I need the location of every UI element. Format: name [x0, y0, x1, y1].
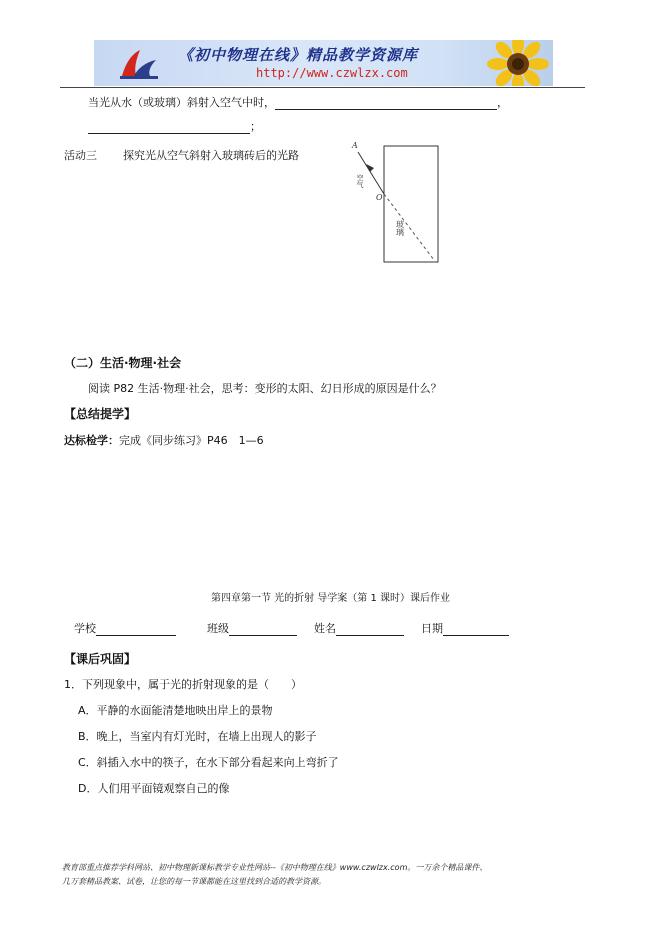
option-c[interactable]: C．斜插入水中的筷子，在水下部分看起来向上弯折了: [78, 756, 339, 769]
glass-block-diagram: [346, 138, 446, 266]
section2-text: 阅读 P82 生活·物理·社会，思考：变形的太阳、幻日形成的原因是什么？: [88, 382, 442, 395]
footer-line1: 教育部重点推荐学科网站、初中物理新课标教学专业性网站--《初中物理在线》www.czwlzx.com。一万余个精品课件、: [62, 863, 488, 872]
activity3-label: 活动三: [64, 149, 97, 162]
student-info-row: [74, 620, 509, 636]
activity3-text: 探究光从空气斜射入玻璃砖后的光路: [123, 149, 299, 162]
dashed-extension: [384, 194, 434, 260]
date-field[interactable]: [443, 623, 509, 636]
option-b[interactable]: B．晚上，当室内有灯光时，在墙上出现人的影子: [78, 730, 317, 743]
question-1: 1．下列现象中，属于光的折射现象的是（ ）: [64, 678, 302, 691]
refraction-question-line2: [88, 118, 261, 134]
point-a-label: A: [352, 141, 358, 150]
answer-blank-2[interactable]: [88, 121, 250, 134]
line1-punctuation: ，: [497, 96, 508, 109]
date-label: 日期: [421, 622, 443, 635]
homework-title: 第四章第一节 光的折射 导学案（第 1 课时）课后作业: [210, 593, 451, 604]
ray-arrow-icon: [366, 164, 374, 172]
consolidate-title: 【课后巩固】: [64, 652, 137, 666]
line2-punctuation: ；: [250, 120, 261, 133]
header-banner: [94, 40, 553, 86]
glass-label: 玻璃: [395, 220, 405, 236]
class-label: 班级: [207, 622, 229, 635]
school-label: 学校: [74, 622, 96, 635]
refraction-question-text: 当光从水（或玻璃）斜射入空气中时，: [88, 96, 275, 109]
refraction-question-line1: [88, 94, 508, 110]
check-text: 完成《同步练习》P46 1—6: [119, 434, 264, 447]
activity3-heading: [64, 147, 299, 163]
summary-title: 【总结提学】: [64, 407, 137, 421]
banner-title: 《初中物理在线》精品教学资源库: [178, 46, 419, 64]
name-field[interactable]: [336, 623, 404, 636]
school-field[interactable]: [96, 623, 176, 636]
check-label: 达标检学：: [64, 434, 119, 447]
option-d[interactable]: D．人们用平面镜观察自己的像: [78, 782, 230, 795]
footer: [62, 861, 487, 889]
section2-title: （二）生活·物理·社会: [64, 356, 182, 370]
logo-icon: [116, 46, 164, 82]
point-o-label: O: [376, 193, 383, 202]
class-field[interactable]: [229, 623, 297, 636]
banner-url[interactable]: http://www.czwlzx.com: [256, 66, 408, 80]
sunflower-icon: [480, 40, 553, 86]
header-divider: [60, 87, 585, 88]
name-label: 姓名: [314, 622, 336, 635]
footer-line2: 几万套精品教案、试卷，让您的每一节课都能在这里找到合适的教学资源。: [62, 877, 326, 886]
check-line: [64, 432, 264, 448]
answer-blank-1[interactable]: [275, 97, 497, 110]
option-a[interactable]: A．平静的水面能清楚地映出岸上的景物: [78, 704, 273, 717]
air-label: 空气: [356, 174, 364, 188]
